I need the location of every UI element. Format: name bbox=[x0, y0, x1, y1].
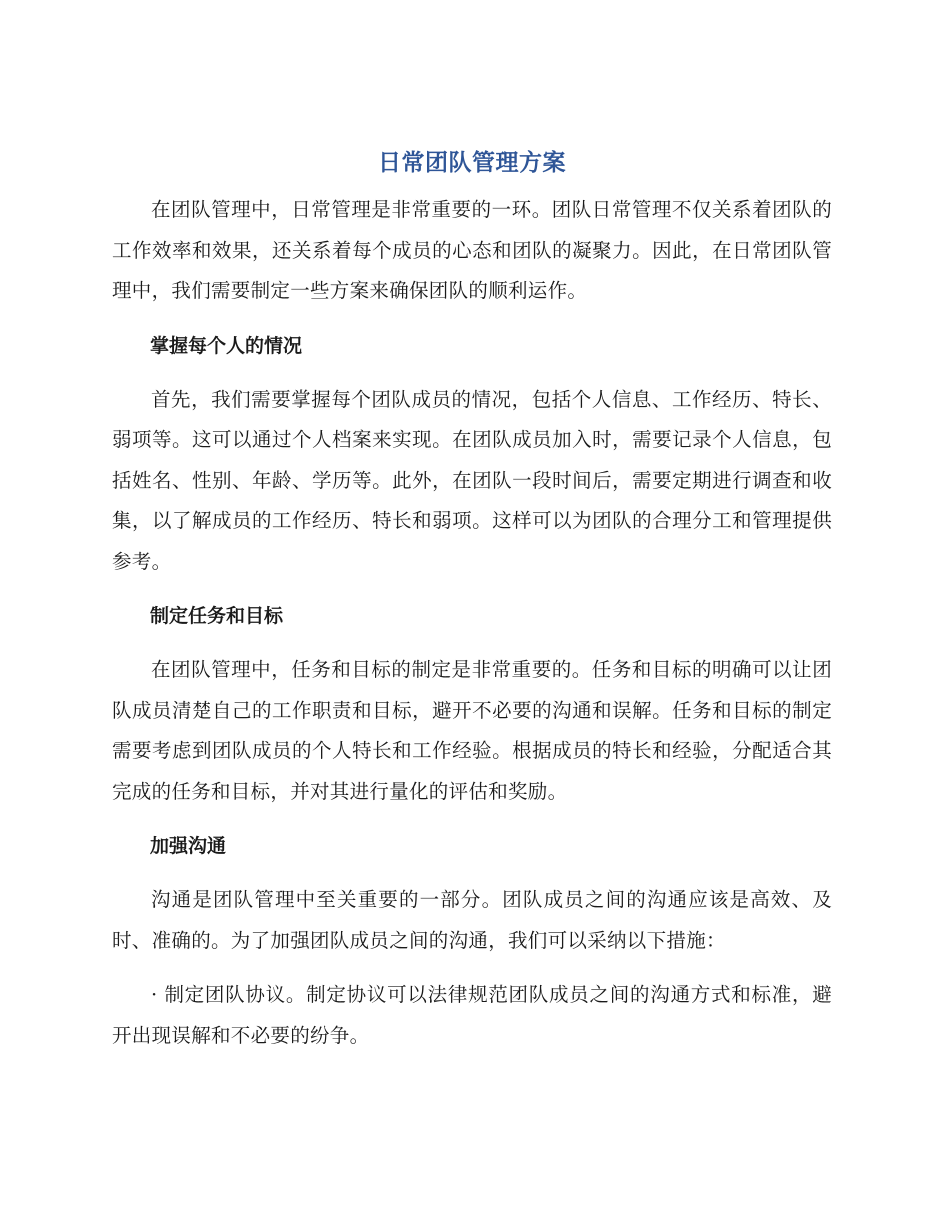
section-heading: 掌握每个人的情况 bbox=[150, 334, 303, 357]
bullet-item: · 制定团队协议。制定协议可以法律规范团队成员之间的沟通方式和标准，避开出现误解和不必要的纷争。 bbox=[112, 983, 832, 1047]
section-heading: 制定任务和目标 bbox=[150, 605, 284, 627]
section-3 bbox=[112, 826, 832, 1056]
intro-paragraph: 在团队管理中，日常管理是非常重要的一环。团队日常管理不仅关系着团队的工作效率和效果，还关系着每个成员的心态和团队的凝聚力。因此，在日常团队管理中，我们需要制定一些方案来确保团队的顺利运作。 bbox=[112, 198, 832, 302]
section-body: 首先，我们需要掌握每个团队成员的情况，包括个人信息、工作经历、特长、弱项等。这可以通过个人档案来实现。在团队成员加入时，需要记录个人信息，包括姓名、性别、年龄、学历等。此外，在团队一段时间后，需要定期进行调查和收集，以了解成员的工作经历、特长和弱项。这样可以为团队的合理分工和管理提供参考。 bbox=[112, 387, 832, 573]
section-body: 在团队管理中，任务和目标的制定是非常重要的。任务和目标的明确可以让团队成员清楚自己的工作职责和目标，避开不必要的沟通和误解。任务和目标的制定需要考虑到团队成员的个人特长和工作经验。根据成员的特长和经验，分配适合其完成的任务和目标，并对其进行量化的评估和奖励。 bbox=[112, 658, 832, 803]
document-title: 日常团队管理方案 bbox=[378, 150, 566, 176]
section-1 bbox=[112, 326, 832, 583]
section-heading: 加强沟通 bbox=[150, 835, 227, 857]
section-body: 沟通是团队管理中至关重要的一部分。团队成员之间的沟通应该是高效、及时、准确的。为了加强团队成员之间的沟通，我们可以采纳以下措施： bbox=[112, 888, 832, 952]
section-2 bbox=[112, 596, 832, 812]
